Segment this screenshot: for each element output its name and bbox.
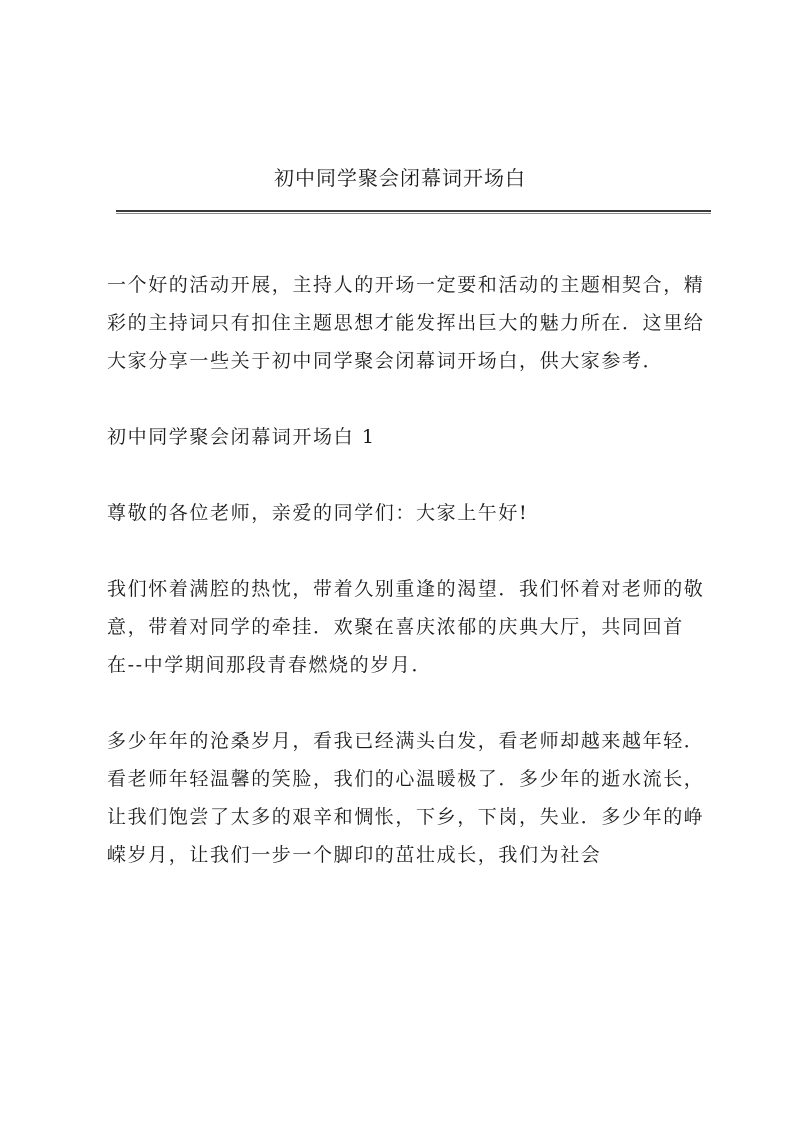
greeting-paragraph: 尊敬的各位老师，亲爱的同学们：大家上午好!: [107, 502, 529, 524]
document-body: [107, 266, 707, 912]
body-paragraph: 多少年年的沧桑岁月，看我已经满头白发，看老师却越来越年轻．看老师年轻温馨的笑脸，我们的心温暖极了．多少年的逝水流长，让我们饱尝了太多的艰辛和惆怅，下乡，下岗，失业．多少年的峥嵘岁月，让我们一步一个脚印的茁壮成长，我们为社会: [107, 730, 705, 866]
body-paragraph: 我们怀着满腔的热忱，带着久别重逢的渴望．我们怀着对老师的敬意，带着对同学的牵挂．欢聚在喜庆浓郁的庆典大厅，共同回首在--中学期间那段青春燃烧的岁月．: [107, 578, 705, 676]
title-divider: [116, 210, 711, 214]
document-title: 初中同学聚会闭幕词开场白: [274, 166, 526, 190]
intro-paragraph: 一个好的活动开展，主持人的开场一定要和活动的主题相契合，精彩的主持词只有扣住主题思想才能发挥出巨大的魅力所在．这里给大家分享一些关于初中同学聚会闭幕词开场白，供大家参考．: [107, 274, 705, 372]
section-heading: 初中同学聚会闭幕词开场白 1: [107, 426, 376, 448]
